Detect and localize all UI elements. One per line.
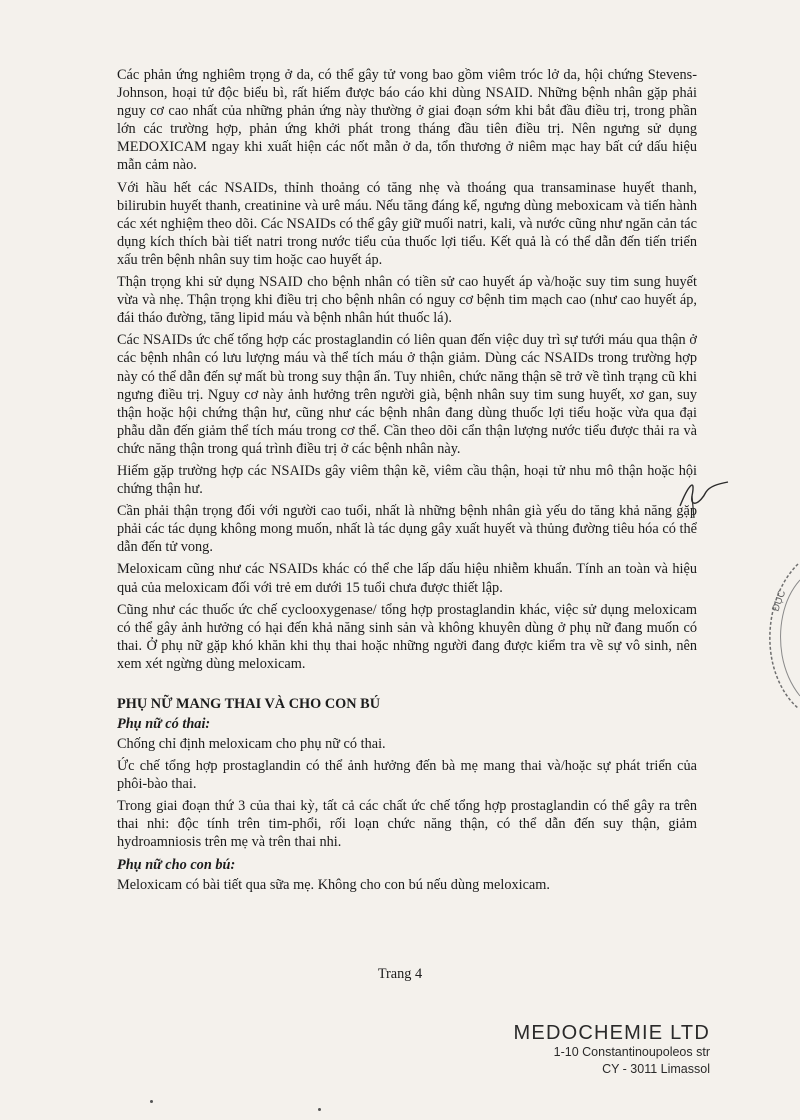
paragraph-infection-children: Meloxicam cũng như các NSAIDs khác có thể che lấp dấu hiệu nhiễm khuẩn. Tính an toàn và hiệu quả của meloxicam đối với trẻ em dưới 15 tuổi chưa được thiết lập. <box>117 561 697 596</box>
round-stamp-icon <box>762 560 800 710</box>
main-content <box>117 66 697 898</box>
section-title-pregnancy: PHỤ NỮ MANG THAI VÀ CHO CON BÚ <box>117 696 381 712</box>
subheading-nursing: Phụ nữ cho con bú: <box>117 856 236 873</box>
paragraph-prostaglandin-effect: Ức chế tổng hợp prostaglandin có thể ảnh hưởng đến bà mẹ mang thai và/hoặc sự phát triển của phôi-bào thai. <box>117 758 697 793</box>
subheading-pregnant: Phụ nữ có thai: <box>117 716 211 732</box>
paragraph-hypertension-caution: Thận trọng khi sử dụng NSAID cho bệnh nhân có tiền sử cao huyết áp và/hoặc suy tim sung huyết vừa và nhẹ. Thận trọng khi điều trị cho bệnh nhân có nguy cơ bệnh tim mạch cao (như cao huyết áp, đái tháo đường, tăng lipid máu và bệnh nhân hút thuốc lá). <box>117 274 697 327</box>
paragraph-elderly: Cần phải thận trọng đối với người cao tuổi, nhất là những bệnh nhân già yếu do tăng khả năng gặp phải các tác dụng không mong muốn, nhất là tác dụng gây xuất huyết và thủng đường tiêu hóa có thể dẫn đến tử vong. <box>117 503 697 556</box>
paragraph-renal-perfusion: Các NSAIDs ức chế tổng hợp các prostaglandin có liên quan đến việc duy trì sự tưới máu qua thận ở các bệnh nhân có lưu lượng máu và thể tích máu ở thận giảm. Dùng các NSAIDs trong trường hợp này có thể dẫn đến sự mất bù trong suy thận ẩn. Tuy nhiên, chức năng thận sẽ trở về tình trạng cũ khi ngưng điều trị. Nguy cơ này ảnh hưởng trên người già, bệnh nhân suy tim sung huyết, xơ gan, suy thận hoặc hội chứng thận hư, cũng như các bệnh nhân đang dùng thuốc lợi tiểu hoặc vừa qua đại phẫu dẫn đến giảm thể tích máu trong cơ thể. Cần theo dõi cẩn thận lượng nước tiểu được thải ra và chức năng thận trong quá trình điều trị ở các bệnh nhân này. <box>117 332 697 457</box>
paragraph-breastfeeding: Meloxicam có bài tiết qua sữa mẹ. Không cho con bú nếu dùng meloxicam. <box>117 876 550 893</box>
company-address-line1: 1-10 Constantinoupoleos str <box>553 1045 710 1059</box>
stamp-text: ĐỤC <box>770 588 789 614</box>
scan-speck <box>318 1108 321 1111</box>
company-name: MEDOCHEMIE LTD <box>513 1022 710 1044</box>
signature-mark-icon <box>670 466 730 526</box>
paragraph-contraindication: Chống chỉ định meloxicam cho phụ nữ có thai. <box>117 736 386 752</box>
scan-speck <box>150 1100 153 1103</box>
paragraph-liver-kidney-values: Với hầu hết các NSAIDs, thỉnh thoảng có tăng nhẹ và thoáng qua transaminase huyết thanh, bilirubin huyết thanh, creatinine và urê máu. Nếu tăng đáng kể, ngưng dùng meboxicam và tiến hành các xét nghiệm theo dõi. Các NSAIDs có thể gây giữ muối natri, kali, và nước cũng như ngăn cản tác dụng kích thích bài tiết natri trong nước tiểu của thuốc lợi tiểu. Kết quả là có thể dẫn đến tiến triển xấu trên bệnh nhân suy tim hoặc cao huyết áp. <box>117 179 697 268</box>
paragraph-third-trimester: Trong giai đoạn thứ 3 của thai kỳ, tất cả các chất ức chế tổng hợp prostaglandin có thể gây ra trên thai nhi: độc tính trên tim-phổi, rối loạn chức năng thận, có thể dẫn đến suy thận, giảm hydroamniosis trên mẹ và trên thai nhi. <box>117 798 697 851</box>
paragraph-nephritis: Hiếm gặp trường hợp các NSAIDs gây viêm thận kẽ, viêm cầu thận, hoại tử nhu mô thận hoặc hội chứng thận hư. <box>117 462 697 498</box>
company-address-line2: CY - 3011 Limassol <box>602 1062 710 1076</box>
page-number: Trang 4 <box>377 966 423 982</box>
company-stamp <box>514 1022 710 1078</box>
paragraph-fertility: Cũng như các thuốc ức chế cyclooxygenase/ tổng hợp prostaglandin khác, việc sử dụng meloxicam có thể gây ảnh hưởng có hại đến khả năng sinh sản và không khuyên dùng ở phụ nữ đang muốn có thai. Ở phụ nữ gặp khó khăn khi thụ thai hoặc những người đang được kiểm tra về sự vô sinh, nên xem xét ngừng dùng meloxicam. <box>117 601 697 672</box>
paragraph-skin-reactions: Các phản ứng nghiêm trọng ở da, có thể gây tử vong bao gồm viêm tróc lở da, hội chứng Stevens-Johnson, hoại tử độc biểu bì, rất hiếm được báo cáo khi dùng NSAID. Những bệnh nhân gặp phải nguy cơ cao nhất của những phản ứng này thường ở giai đoạn sớm khi bắt đầu điều trị, trong phần lớn các trường hợp, phản ứng khởi phát trong tháng đầu tiên điều trị. Nên ngưng sử dụng MEDOXICAM ngay khi xuất hiện các nốt mẫn ở da, tổn thương ở niêm mạc hay bất cứ dấu hiệu mẫn cảm nào. <box>117 67 697 174</box>
